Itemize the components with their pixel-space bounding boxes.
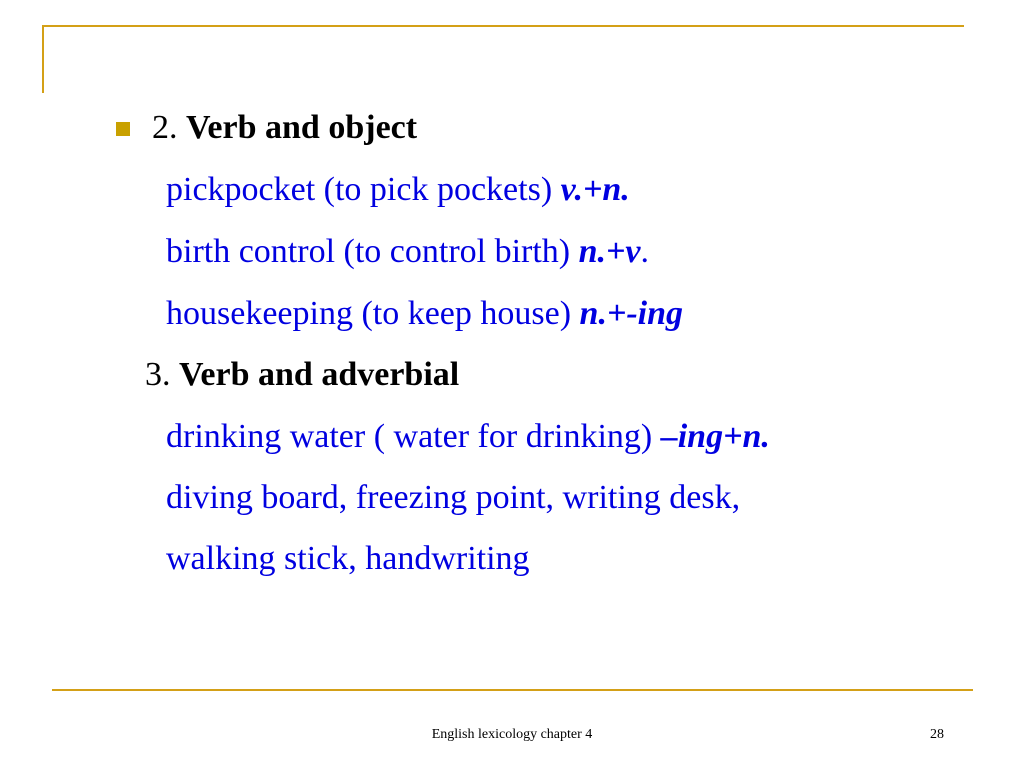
section-title: Verb and object <box>186 109 418 146</box>
example-text: diving board, freezing point, writing desk, <box>166 479 741 516</box>
section-heading-verb-adverbial <box>145 355 459 395</box>
footer-rule <box>52 689 973 691</box>
example-text: walking stick, handwriting <box>166 540 530 577</box>
pattern-tag: v.+n. <box>560 171 630 208</box>
example-text: birth control (to control birth) <box>166 233 579 270</box>
square-bullet-icon <box>116 122 130 136</box>
example-line <box>166 232 649 272</box>
section-heading-verb-object <box>152 108 417 148</box>
example-line <box>166 417 770 457</box>
pattern-tag: n.+v <box>578 233 641 270</box>
example-line <box>166 294 683 334</box>
pattern-tag: n.+-ing <box>579 295 684 332</box>
section-number: 2. <box>152 109 178 146</box>
example-suffix: . <box>640 233 650 270</box>
footer-title: English lexicology chapter 4 <box>431 727 593 742</box>
section-title: Verb and adverbial <box>179 356 460 393</box>
example-text: pickpocket (to pick pockets) <box>166 171 561 208</box>
page-number: 28 <box>930 727 944 742</box>
example-line <box>166 539 530 579</box>
section-number: 3. <box>145 356 171 393</box>
example-text: drinking water ( water for drinking) <box>166 418 661 455</box>
example-line <box>166 478 740 518</box>
example-line <box>166 170 630 210</box>
example-text: housekeeping (to keep house) <box>166 295 580 332</box>
pattern-tag: –ing+n. <box>660 418 770 455</box>
